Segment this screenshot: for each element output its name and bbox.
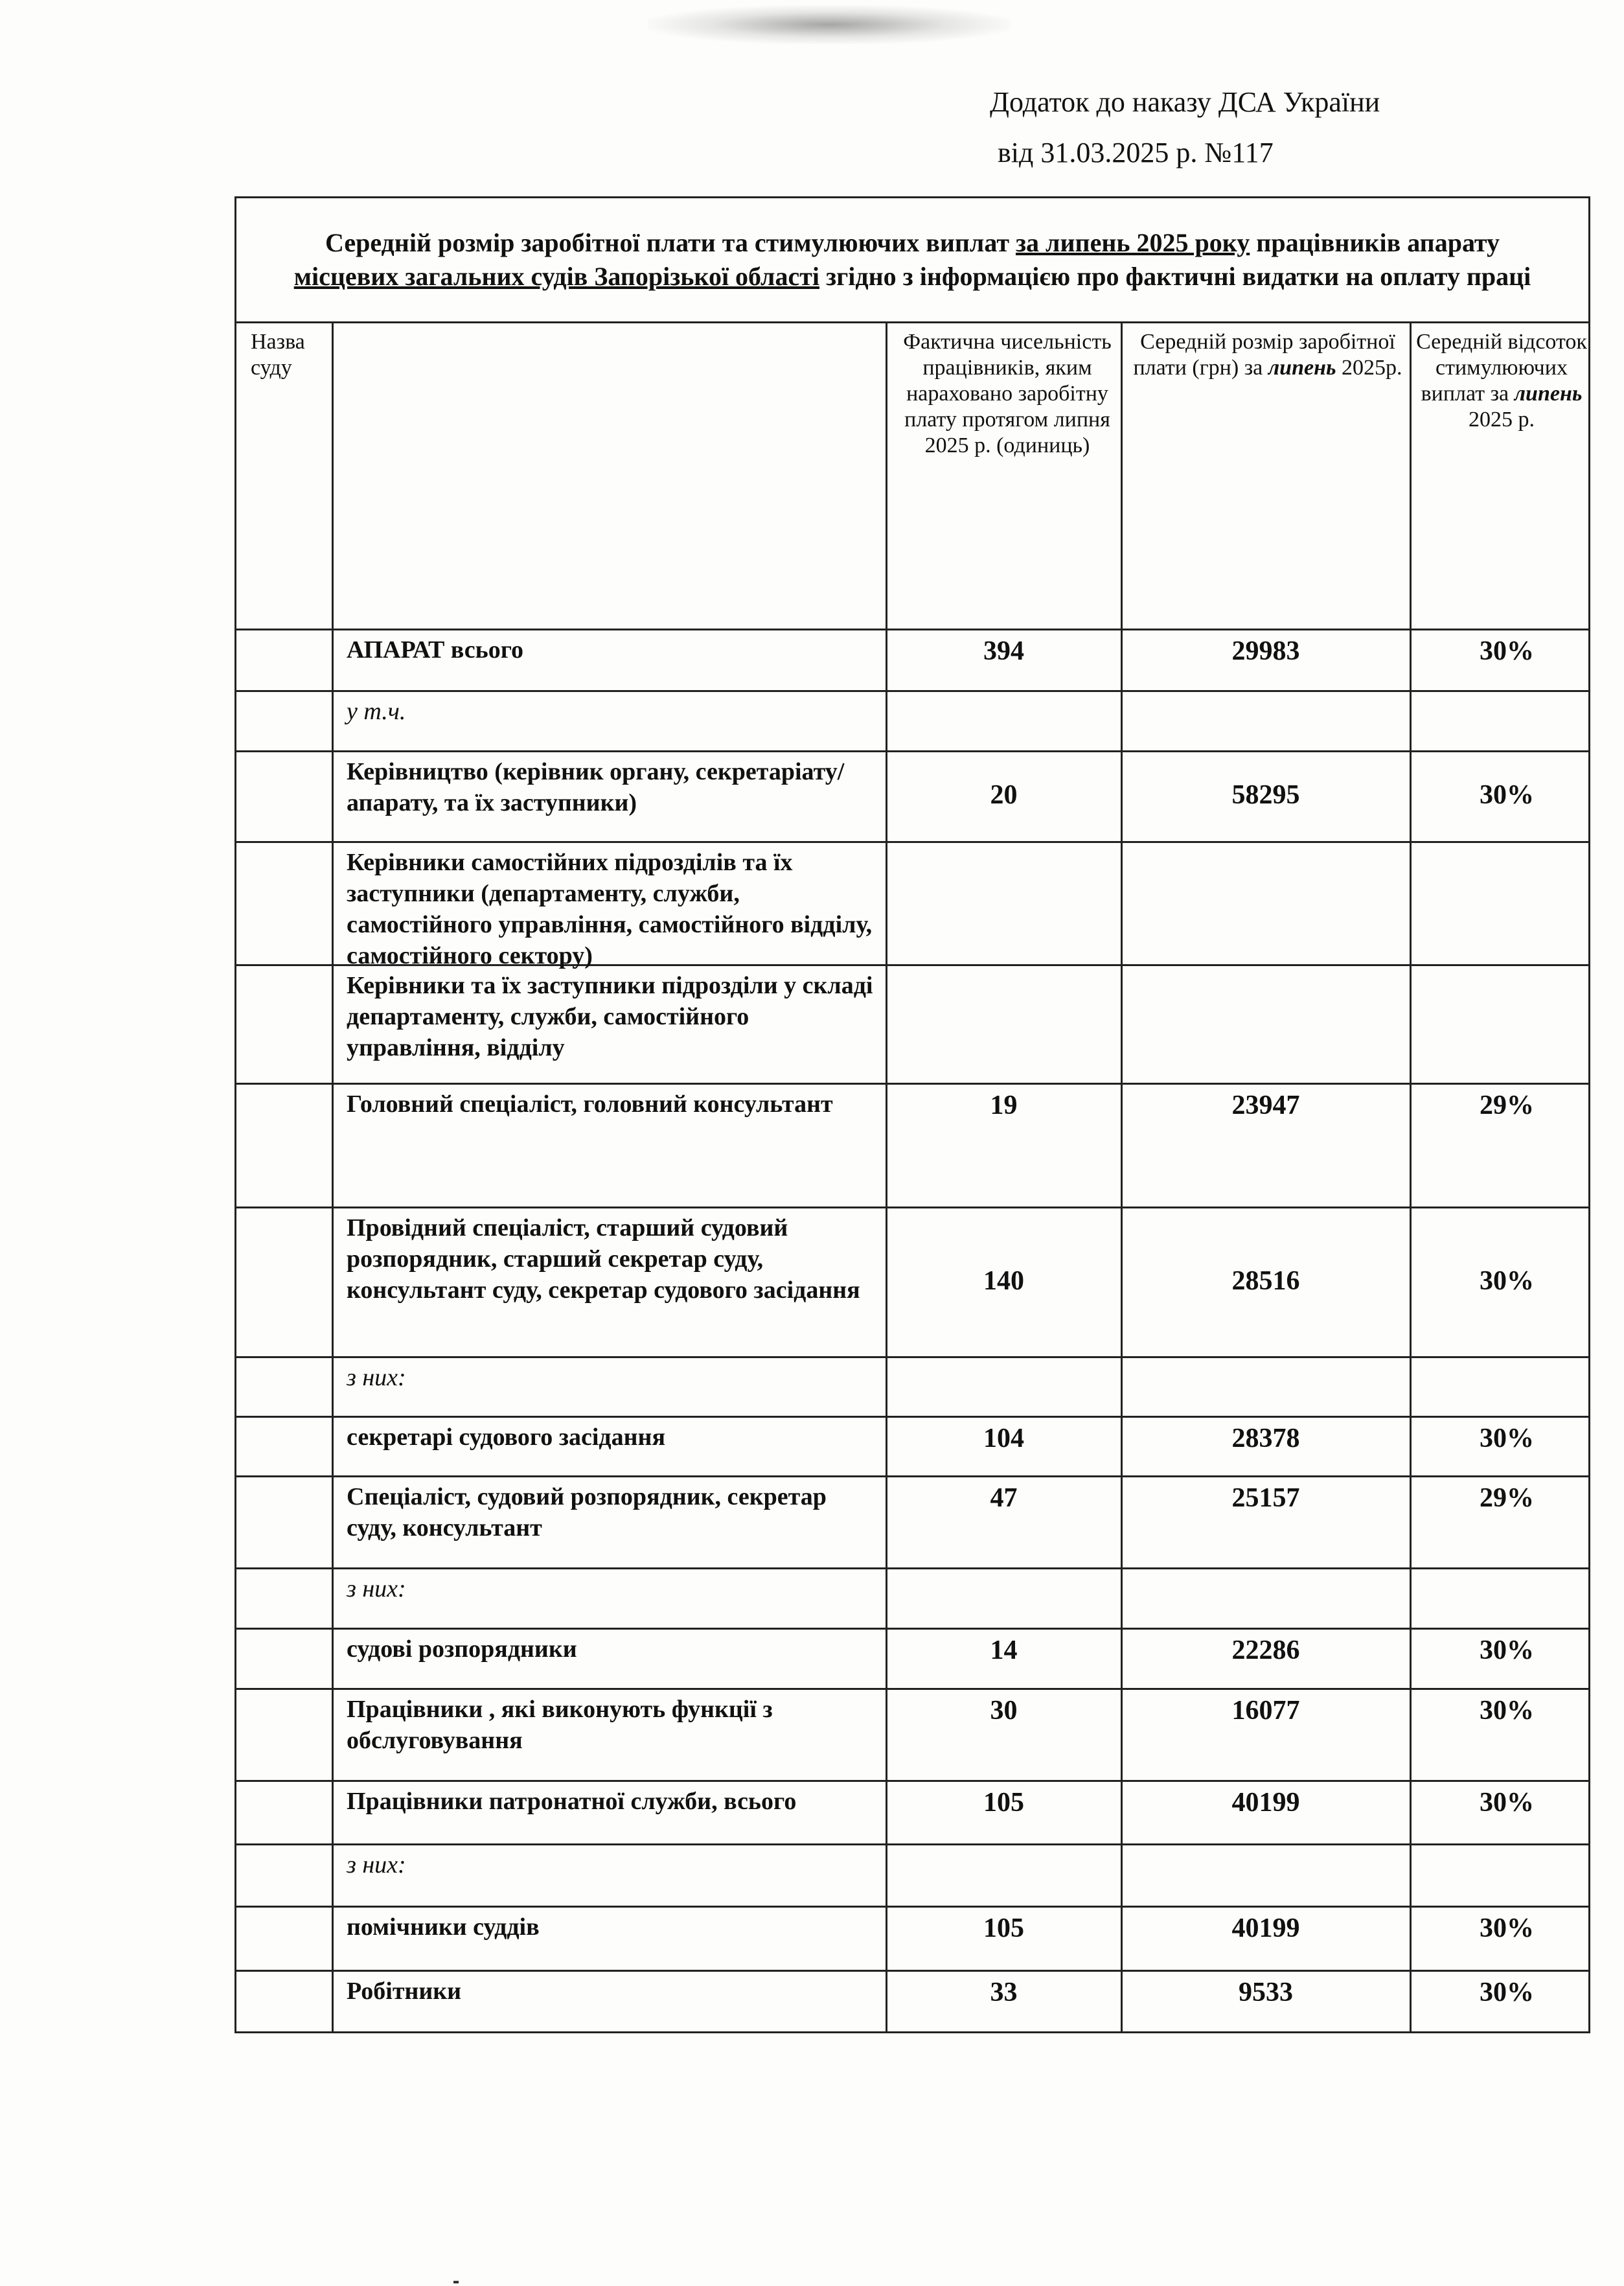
order-date-line: від 31.03.2025 р. №117: [998, 137, 1274, 168]
row-salary: 40199: [1231, 1913, 1300, 1943]
col-header-salary: [1125, 329, 1410, 381]
row-count: 140: [983, 1266, 1024, 1296]
row-divider: [236, 1475, 1588, 1477]
row-label: АПАРАТ всього: [347, 636, 524, 664]
row-label: Провідний спеціаліст, старший судовий розпорядник, старший секретар суду, консультант суду, секретар судового засідання: [347, 1214, 860, 1304]
row-label: Спеціаліст, судовий розпорядник, секретар суду, консультант: [347, 1483, 827, 1541]
row-divider: [236, 1906, 1588, 1908]
row-salary: 23947: [1231, 1091, 1300, 1120]
scan-mark: [453, 2281, 459, 2283]
column-divider: [1121, 323, 1123, 2031]
row-label: Керівники та їх заступники підрозділи у складі департаменту, служби, самостійного управління, відділу: [347, 972, 873, 1061]
row-salary: 28516: [1231, 1266, 1300, 1296]
col-header-salary-month: липень: [1268, 356, 1336, 380]
row-divider: [236, 1356, 1588, 1358]
col-header-pct-year: 2025 р.: [1469, 408, 1535, 432]
row-divider: [236, 690, 1588, 692]
row-count: 47: [990, 1483, 1018, 1513]
row-pct: 30%: [1480, 1978, 1534, 2007]
row-pct: 30%: [1480, 1788, 1534, 1818]
title-region: місцевих загальних судів Запорізької області: [293, 262, 820, 291]
column-divider: [1410, 323, 1412, 2031]
row-divider: [236, 1780, 1588, 1782]
row-label: з них:: [347, 1851, 406, 1878]
row-label: у т.ч.: [347, 698, 406, 725]
col-header-pct: [1414, 329, 1589, 433]
row-count: 105: [983, 1788, 1024, 1818]
column-divider: [332, 323, 334, 2031]
row-divider: [236, 1416, 1588, 1418]
row-label: з них:: [347, 1575, 406, 1602]
col-header-court: Назва суду: [251, 330, 305, 380]
row-count: 14: [990, 1635, 1018, 1665]
row-salary: 9533: [1239, 1978, 1293, 2007]
row-label: секретарі судового засідання: [347, 1424, 665, 1451]
row-pct: 29%: [1480, 1483, 1534, 1513]
row-count: 30: [990, 1696, 1018, 1726]
col-header-pct-text: Середній відсоток стимулюючих виплат за: [1416, 330, 1587, 406]
row-divider: [236, 750, 1588, 752]
column-divider: [886, 323, 887, 2031]
title-part-3: працівників апарату: [1250, 228, 1500, 257]
row-divider: [236, 1970, 1588, 1972]
row-label: Головний спеціаліст, головний консультант: [347, 1091, 833, 1118]
row-salary: 40199: [1231, 1788, 1300, 1818]
row-pct: 30%: [1480, 1266, 1534, 1296]
row-divider: [236, 841, 1588, 843]
row-salary: 29983: [1231, 636, 1300, 666]
col-header-count: Фактична чисельність працівників, яким нараховано заробітну плату протягом липня 2025 р. (одиниць): [903, 330, 1112, 457]
row-divider: [236, 1567, 1588, 1569]
row-salary: 22286: [1231, 1635, 1300, 1665]
row-divider: [236, 1206, 1588, 1208]
row-count: 20: [990, 780, 1018, 810]
row-divider: [236, 1843, 1588, 1845]
row-count: 33: [990, 1978, 1018, 2007]
row-salary: 16077: [1231, 1696, 1300, 1726]
title-part-5: згідно з інформацією про фактичні видатки на оплату праці: [819, 262, 1531, 291]
row-divider: [236, 1083, 1588, 1085]
row-count: 19: [990, 1091, 1018, 1120]
row-pct: 30%: [1480, 1424, 1534, 1453]
row-salary: 25157: [1231, 1483, 1300, 1513]
col-header-salary-text: Середній розмір заробітної плати (грн) за: [1133, 330, 1395, 380]
row-label: Робітники: [347, 1978, 462, 2005]
row-count: 394: [983, 636, 1024, 666]
appendix-line: Додаток до наказу ДСА України: [990, 86, 1380, 118]
row-label: помічники суддів: [347, 1913, 540, 1941]
row-pct: 30%: [1480, 1635, 1534, 1665]
row-pct: 30%: [1480, 1913, 1534, 1943]
scan-smudge: [648, 5, 1011, 44]
row-label: Керівництво (керівник органу, секретаріату/апарату, та їх заступники): [347, 758, 845, 816]
table-title: [236, 198, 1588, 323]
row-pct: 30%: [1480, 636, 1534, 666]
row-pct: 30%: [1480, 780, 1534, 810]
title-period: за липень 2025 року: [1015, 228, 1250, 257]
title-part-1: Середній розмір заробітної плати та стимулюючих виплат: [325, 228, 1016, 257]
row-count: 105: [983, 1913, 1024, 1943]
row-label: Працівники , які виконують функції з обслуговування: [347, 1696, 773, 1754]
row-pct: 30%: [1480, 1696, 1534, 1726]
row-label: Керівники самостійних підрозділів та їх заступники (департаменту, служби, самостійного управління, самостійного відділу, самостійного сектору): [347, 849, 873, 969]
salary-table: [234, 196, 1590, 2033]
row-salary: 28378: [1231, 1424, 1300, 1453]
row-salary: 58295: [1231, 780, 1300, 810]
row-divider: [236, 1688, 1588, 1690]
row-divider: [236, 1628, 1588, 1630]
row-label: з них:: [347, 1364, 406, 1391]
col-header-salary-year: 2025р.: [1336, 356, 1402, 380]
row-pct: 29%: [1480, 1091, 1534, 1120]
col-header-pct-month: липень: [1514, 382, 1583, 406]
row-count: 104: [983, 1424, 1024, 1453]
row-label: судові розпорядники: [347, 1635, 577, 1663]
row-label: Працівники патронатної служби, всього: [347, 1788, 797, 1815]
row-divider: [236, 629, 1588, 630]
